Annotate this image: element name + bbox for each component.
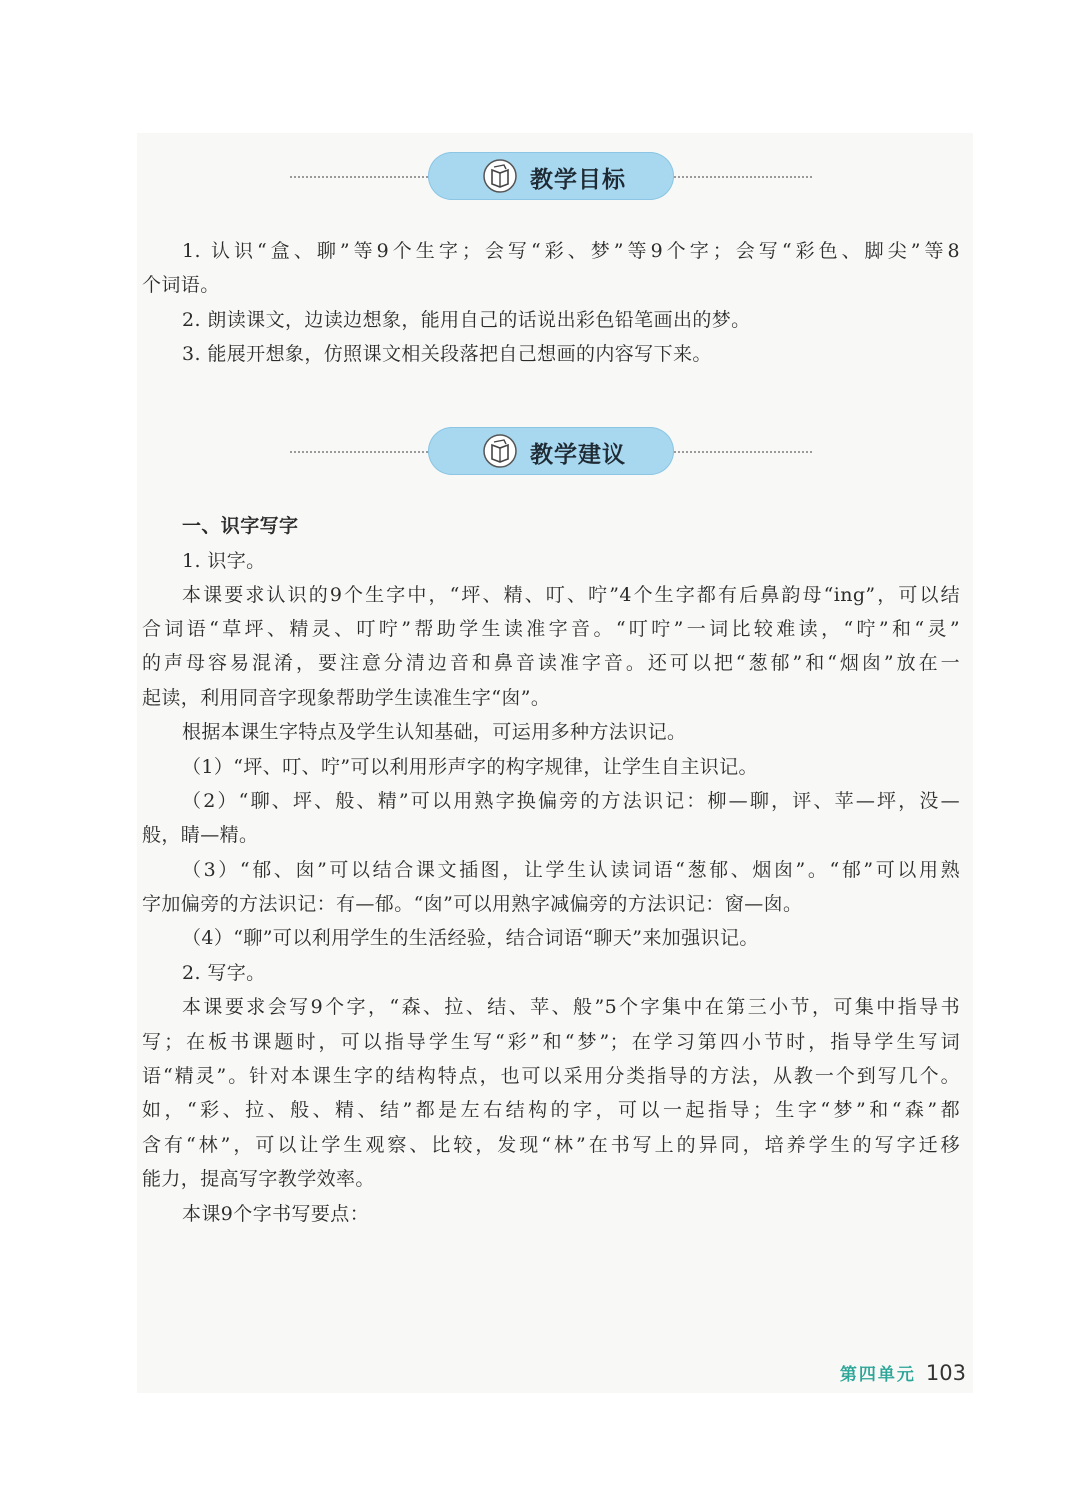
goal-line: 1. 认识“盒、聊”等9个生字；会写“彩、梦”等9个字；会写“彩色、脚尖”等8 <box>182 240 960 262</box>
goals-title: 教学目标 <box>530 167 626 193</box>
unit-label: 第四单元 <box>839 1365 916 1385</box>
body-line: （2）“聊、坪、般、精”可以用熟字换偏旁的方法识记：柳—聊，评、苹—坪，没— <box>182 790 960 812</box>
advice-banner <box>290 427 812 477</box>
body-line: 2. 写字。 <box>182 962 266 984</box>
page-footer <box>840 1360 966 1385</box>
body-line: 的声母容易混淆，要注意分清边音和鼻音读准字音。还可以把“葱郁”和“烟囱”放在一 <box>142 652 960 674</box>
body-line: 起读，利用同音字现象帮助学生读准生字“囱”。 <box>142 687 551 709</box>
goal-line: 2. 朗读课文，边读边想象，能用自己的话说出彩色铅笔画出的梦。 <box>182 309 751 331</box>
goals-banner <box>290 152 812 202</box>
book-icon <box>482 433 518 469</box>
body-line: （1）“坪、叮、咛”可以利用形声字的构字规律，让学生自主识记。 <box>182 756 758 778</box>
advice-title: 教学建议 <box>530 442 626 468</box>
goals-pill <box>428 152 674 200</box>
body-line: 本课要求认识的9个生字中，“坪、精、叮、咛”4个生字都有后鼻韵母“ing”，可以结 <box>182 584 960 606</box>
body-line: 含有“林”，可以让学生观察、比较，发现“林”在书写上的异同，培养学生的写字迁移 <box>142 1134 960 1156</box>
body-line: （4）“聊”可以利用学生的生活经验，结合词语“聊天”来加强识记。 <box>182 927 759 949</box>
body-line: 合词语“草坪、精灵、叮咛”帮助学生读准字音。“叮咛”一词比较难读，“咛”和“灵” <box>142 618 960 640</box>
body-line: 本课要求会写9个字，“森、拉、结、苹、般”5个字集中在第三小节，可集中指导书 <box>182 996 960 1018</box>
book-icon <box>482 158 518 194</box>
body-line: 本课9个字书写要点： <box>182 1203 370 1225</box>
divider <box>290 451 428 453</box>
divider <box>674 451 812 453</box>
body-line: 般，睛—精。 <box>142 824 259 846</box>
divider <box>290 176 428 178</box>
section-heading: 一、识字写字 <box>182 515 299 537</box>
body-line: 如，“彩、拉、般、精、结”都是左右结构的字，可以一起指导；生字“梦”和“森”都 <box>142 1099 960 1121</box>
body-line: （3）“郁、囱”可以结合课文插图，让学生认读词语“葱郁、烟囱”。“郁”可以用熟 <box>182 859 960 881</box>
body-line: 字加偏旁的方法识记：有—郁。“囱”可以用熟字减偏旁的方法识记：窗—囱。 <box>142 893 803 915</box>
body-line: 能力，提高写字教学效率。 <box>142 1168 375 1190</box>
goal-line: 个词语。 <box>142 274 220 296</box>
body-line: 1. 识字。 <box>182 550 266 572</box>
divider <box>674 176 812 178</box>
body-line: 语“精灵”。针对本课生字的结构特点，也可以采用分类指导的方法，从教一个到写几个。 <box>142 1065 960 1087</box>
body-line: 写；在板书课题时，可以指导学生写“彩”和“梦”；在学习第四小节时，指导学生写词 <box>142 1031 960 1053</box>
page-number: 103 <box>925 1361 966 1385</box>
advice-pill <box>428 427 674 475</box>
body-line: 根据本课生字特点及学生认知基础，可运用多种方法识记。 <box>182 721 687 743</box>
goal-line: 3. 能展开想象，仿照课文相关段落把自己想画的内容写下来。 <box>182 343 712 365</box>
